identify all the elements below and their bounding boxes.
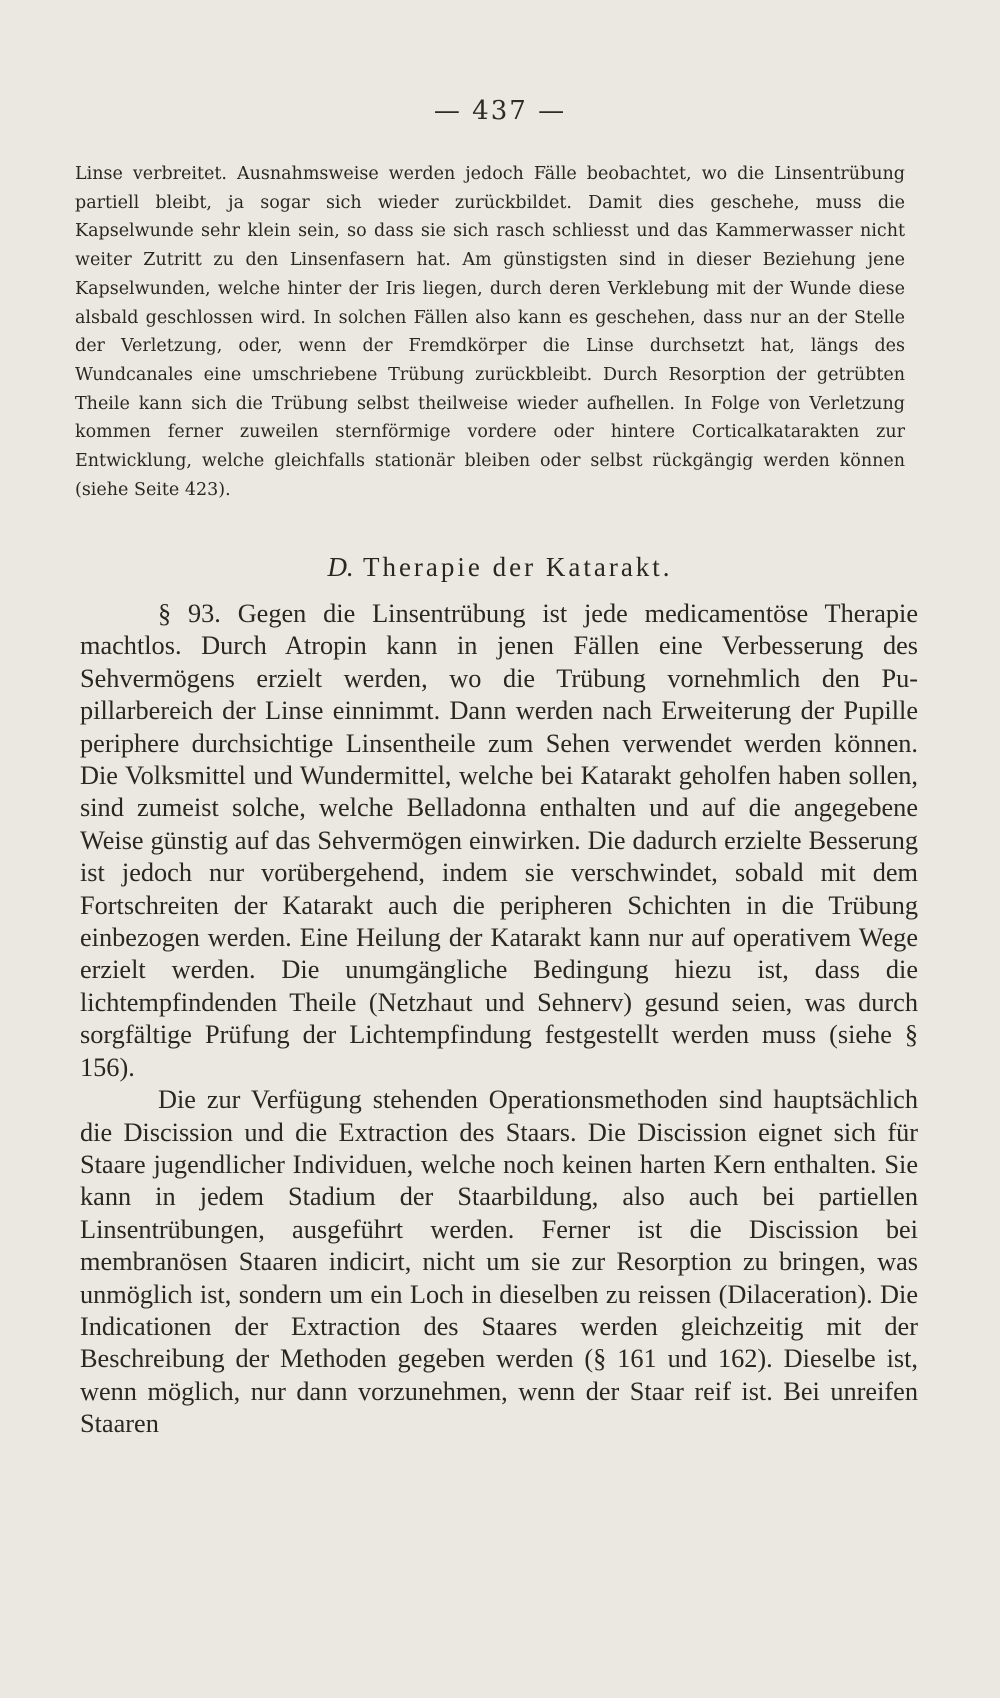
body-paragraph: § 93. Gegen die Linsentrübung ist jede medicamentöse Therapie machtlos. Durch Atropin kann in jenen Fällen eine Verbesserung des Sehvermögens erzielt werden, wo die Trübung vornehmlich den Pupillarbereich der Linse einnimmt. Dann werden nach Erweiterung der Pupille periphere durchsichtige Linsentheile zum Sehen verwendet werden können. Die Volksmittel und Wundermittel, welche bei Katarakt geholfen haben sollen, sind zumeist solche, welche Belladonna enthalten und auf die angegebene Weise günstig auf das Sehvermögen einwirken. Die dadurch erzielte Besserung ist jedoch nur vorübergehend, indem sie verschwindet, sobald mit dem Fortschreiten der Katarakt auch die peripheren Schichten in die Trübung einbezogen werden. Eine Heilung der Katarakt kann nur auf operativem Wege erzielt werden. Die unumgängliche Bedingung hiezu ist, dass die lichtempfindenden Theile (Netzhaut und Sehnerv) gesund seien, was durch sorgfältige Prüfung der Lichtempfindung festgestellt werden muss (siehe § 156). [80, 599, 918, 1082]
body-paragraph: Die zur Verfügung stehenden Operationsmethoden sind hauptsächlich die Discission und die Extraction des Staars. Die Discission eignet sich für Staare jugendlicher Individuen, welche noch keinen harten Kern enthalten. Sie kann in jedem Stadium der Staarbildung, also auch bei partiellen Linsentrübungen, ausgeführt werden. Ferner ist die Discission bei membranösen Staaren indicirt, nicht um sie zur Resorption zu bringen, was unmöglich ist, sondern um ein Loch in dieselben zu reissen (Dilaceration). Die Indicationen der Extraction des Staares werden gleichzeitig mit der Beschreibung der Methoden gegeben werden (§ 161 und 162). Dieselbe ist, wenn möglich, nur dann vorzunehmen, wenn der Staar reif ist. Bei unreifen Staaren [80, 1085, 918, 1439]
section-heading [0, 552, 1000, 583]
body-text-block [80, 598, 918, 1441]
section-title: Therapie der Katarakt. [362, 552, 673, 582]
intro-paragraph: Linse verbreitet. Ausnahmsweise werden jedoch Fälle beobachtet, wo die Linsentrübung partiell bleibt, ja sogar sich wieder zurückbildet. Damit dies geschehe, muss die Kapselwunde sehr klein sein, so dass sie sich rasch schliesst und das Kammerwasser nicht weiter Zutritt zu den Linsenfasern hat. Am günstigsten sind in dieser Beziehung jene Kapselwunden, welche hinter der Iris liegen, durch deren Verklebung mit der Wunde diese alsbald geschlossen wird. In solchen Fällen also kann es geschehen, dass nur an der Stelle der Verletzung, oder, wenn der Fremdkörper die Linse durchsetzt hat, längs des Wundcanales eine umschriebene Trübung zurückbleibt. Durch Resorption der getrübten Theile kann sich die Trübung selbst theilweise wieder aufhellen. In Folge von Verletzung kommen ferner zuweilen sternförmige vordere oder hintere Corticalkatarakten zur Entwicklung, welche gleichfalls stationär bleiben oder selbst rückgängig werden können (siehe Seite 423). [75, 164, 905, 500]
section-letter: D. [327, 552, 354, 582]
intro-text-block [75, 160, 905, 504]
page-number: — 437 — [433, 96, 567, 126]
